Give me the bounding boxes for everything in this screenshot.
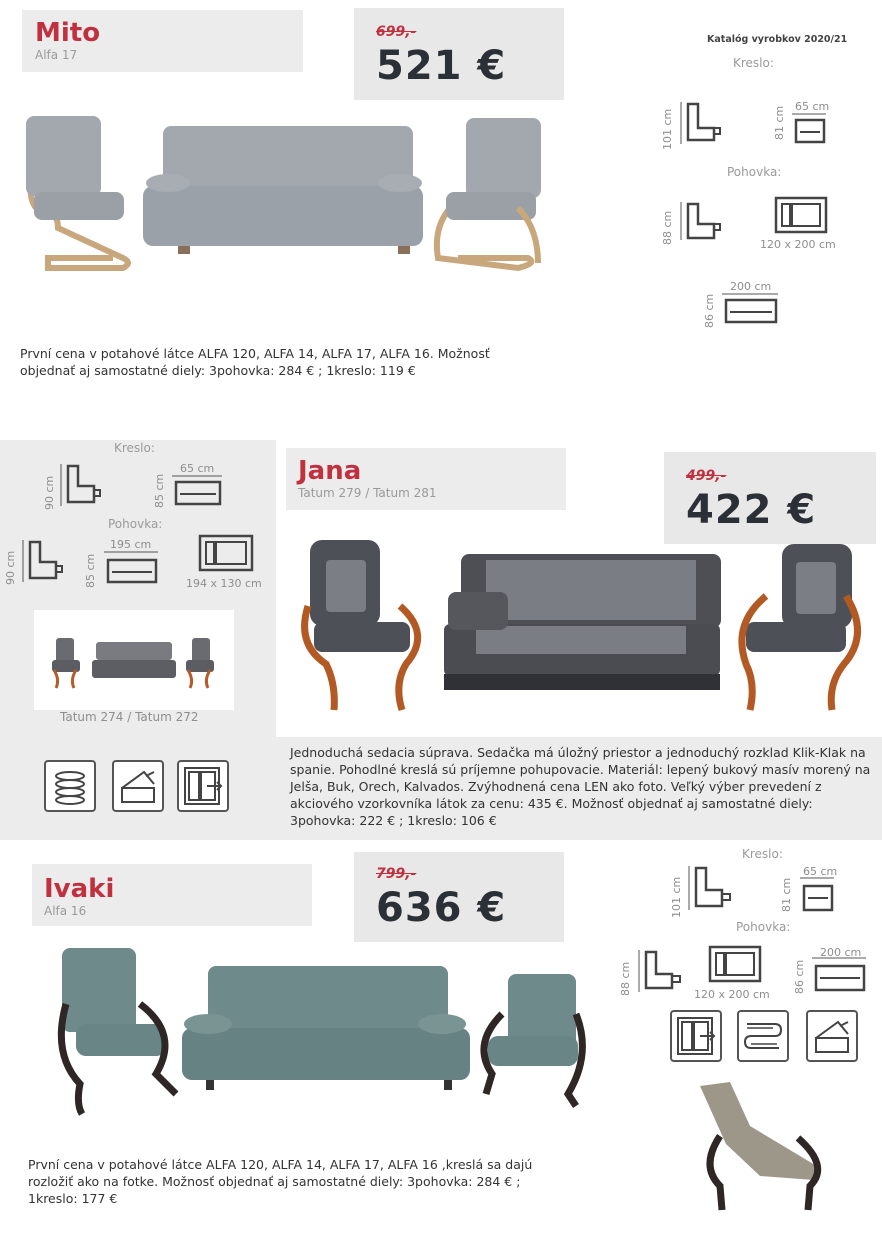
jana-pohovka-side-icon bbox=[18, 538, 70, 584]
jana-pohovka-label: Pohovka: bbox=[108, 517, 163, 531]
mito-pohovka-front-icon bbox=[718, 292, 782, 326]
ivaki-product-image bbox=[56, 944, 586, 1120]
mito-pohovka-seat: 86 cm bbox=[703, 293, 716, 328]
ivaki-pohovka-seat: 86 cm bbox=[793, 959, 806, 994]
mito-pohovka-side-icon bbox=[676, 200, 726, 242]
jana-old-price: 499,- bbox=[686, 468, 727, 484]
jana-kreslo-width: 65 cm bbox=[180, 462, 215, 475]
jana-kreslo-front-icon bbox=[168, 474, 226, 508]
jana-kreslo-label: Kreslo: bbox=[114, 441, 155, 455]
jana-kreslo-seat: 85 cm bbox=[153, 473, 166, 508]
ivaki-pohovka-bed-icon bbox=[708, 945, 764, 985]
ivaki-kreslo-height: 101 cm bbox=[670, 876, 683, 918]
jana-name-box bbox=[286, 448, 566, 510]
jana-alt-fabric: Tatum 274 / Tatum 272 bbox=[60, 710, 199, 724]
mito-pohovka-height: 88 cm bbox=[661, 210, 674, 245]
mito-kreslo-front-icon bbox=[788, 112, 830, 146]
mito-old-price: 699,- bbox=[376, 24, 417, 40]
bed-unfold-icon bbox=[177, 760, 229, 812]
mito-pohovka-bed-icon bbox=[774, 196, 830, 236]
ivaki-recliner-image bbox=[690, 1076, 830, 1212]
mito-price-box bbox=[354, 8, 564, 100]
mito-name-box bbox=[22, 10, 303, 72]
ivaki-pohovka-width: 200 cm bbox=[820, 946, 862, 959]
jana-price: 422 € bbox=[686, 487, 817, 533]
storage-lift-icon bbox=[112, 760, 164, 812]
jana-fabric: Tatum 279 / Tatum 281 bbox=[298, 486, 437, 500]
ivaki-price-box bbox=[354, 852, 564, 942]
ivaki-old-price: 799,- bbox=[376, 866, 417, 882]
jana-pohovka-bed: 194 x 130 cm bbox=[186, 577, 262, 590]
jana-pohovka-seat: 85 cm bbox=[84, 553, 97, 588]
mito-description: První cena v potahové látce ALFA 120, ALFA 14, ALFA 17, ALFA 16. Možnosť objednať aj samostatné diely: 3pohovka: 284 € ; 1kreslo: 119 € bbox=[20, 346, 490, 378]
ivaki-pohovka-height: 88 cm bbox=[619, 961, 632, 996]
ivaki-bed-unfold-icon bbox=[670, 1010, 722, 1062]
mito-pohovka-bed: 120 x 200 cm bbox=[760, 238, 836, 251]
ivaki-kreslo-front-icon bbox=[796, 876, 838, 914]
jana-description: Jednoduchá sedacia súprava. Sedačka má úložný priestor a jednoduchý rozklad Klik-Klak na spanie. Pohodlné kreslá sú príjemne pohupovacie. Materiál: lepený bukový masív morený na Jelša, Buk, Orech, Kalvados. Zvýhodnená cena LEN ako foto. Veľký výber prevedení z akciového vzorkovníka látok za cenu: 435 €. Možnosť objednať aj samostatné diely: 3pohovka: 222 € ; 1kreslo: 106 € bbox=[290, 745, 871, 828]
ivaki-storage-lift-icon bbox=[806, 1010, 858, 1062]
ivaki-title: Ivaki bbox=[44, 874, 115, 904]
ivaki-kreslo-side-icon bbox=[684, 864, 738, 912]
ivaki-description: První cena v potahové látce ALFA 120, ALFA 14, ALFA 17, ALFA 16 ,kreslá sa dajú rozložiť ako na fotke. Možnosť objednať aj samostatné diely: 3pohovka: 284 € ; 1kreslo: 177 € bbox=[28, 1157, 533, 1206]
jana-kreslo-side-icon bbox=[56, 462, 108, 508]
jana-alt-image bbox=[34, 610, 234, 710]
jana-price-box bbox=[664, 452, 876, 544]
mito-kreslo-width: 65 cm bbox=[795, 100, 830, 113]
mito-pohovka-label: Pohovka: bbox=[727, 165, 782, 179]
ivaki-pohovka-side-icon bbox=[634, 948, 688, 994]
jana-title: Jana bbox=[298, 456, 362, 486]
jana-product-image bbox=[296, 534, 866, 714]
mito-kreslo-height: 101 cm bbox=[661, 108, 674, 150]
ivaki-name-box bbox=[32, 864, 312, 926]
mito-product-image bbox=[18, 108, 558, 278]
ivaki-pohovka-label: Pohovka: bbox=[736, 920, 791, 934]
ivaki-kreslo-seat: 81 cm bbox=[780, 877, 793, 912]
jana-pohovka-bed-icon bbox=[198, 534, 256, 574]
ivaki-kreslo-width: 65 cm bbox=[803, 865, 838, 878]
ivaki-pohovka-bed: 120 x 200 cm bbox=[694, 988, 770, 1001]
ivaki-fabric: Alfa 16 bbox=[44, 904, 87, 918]
ivaki-pohovka-front-icon bbox=[808, 956, 870, 994]
mito-kreslo-label: Kreslo: bbox=[733, 56, 774, 70]
jana-kreslo-height: 90 cm bbox=[43, 475, 56, 510]
mito-pohovka-width: 200 cm bbox=[730, 280, 772, 293]
mito-fabric: Alfa 17 bbox=[35, 48, 78, 62]
ivaki-price: 636 € bbox=[376, 885, 507, 931]
jana-pohovka-height: 90 cm bbox=[4, 550, 17, 585]
spring-icon bbox=[44, 760, 96, 812]
ivaki-kreslo-label: Kreslo: bbox=[742, 847, 783, 861]
mito-title: Mito bbox=[35, 18, 101, 48]
mito-kreslo-side-icon bbox=[676, 100, 726, 146]
mito-kreslo-seat: 81 cm bbox=[773, 105, 786, 140]
jana-pohovka-width: 195 cm bbox=[110, 538, 152, 551]
jana-pohovka-front-icon bbox=[100, 550, 162, 586]
catalog-header: Katalóg vyrobkov 2020/21 bbox=[707, 34, 848, 45]
ivaki-foam-icon bbox=[737, 1010, 789, 1062]
mito-price: 521 € bbox=[376, 43, 507, 89]
